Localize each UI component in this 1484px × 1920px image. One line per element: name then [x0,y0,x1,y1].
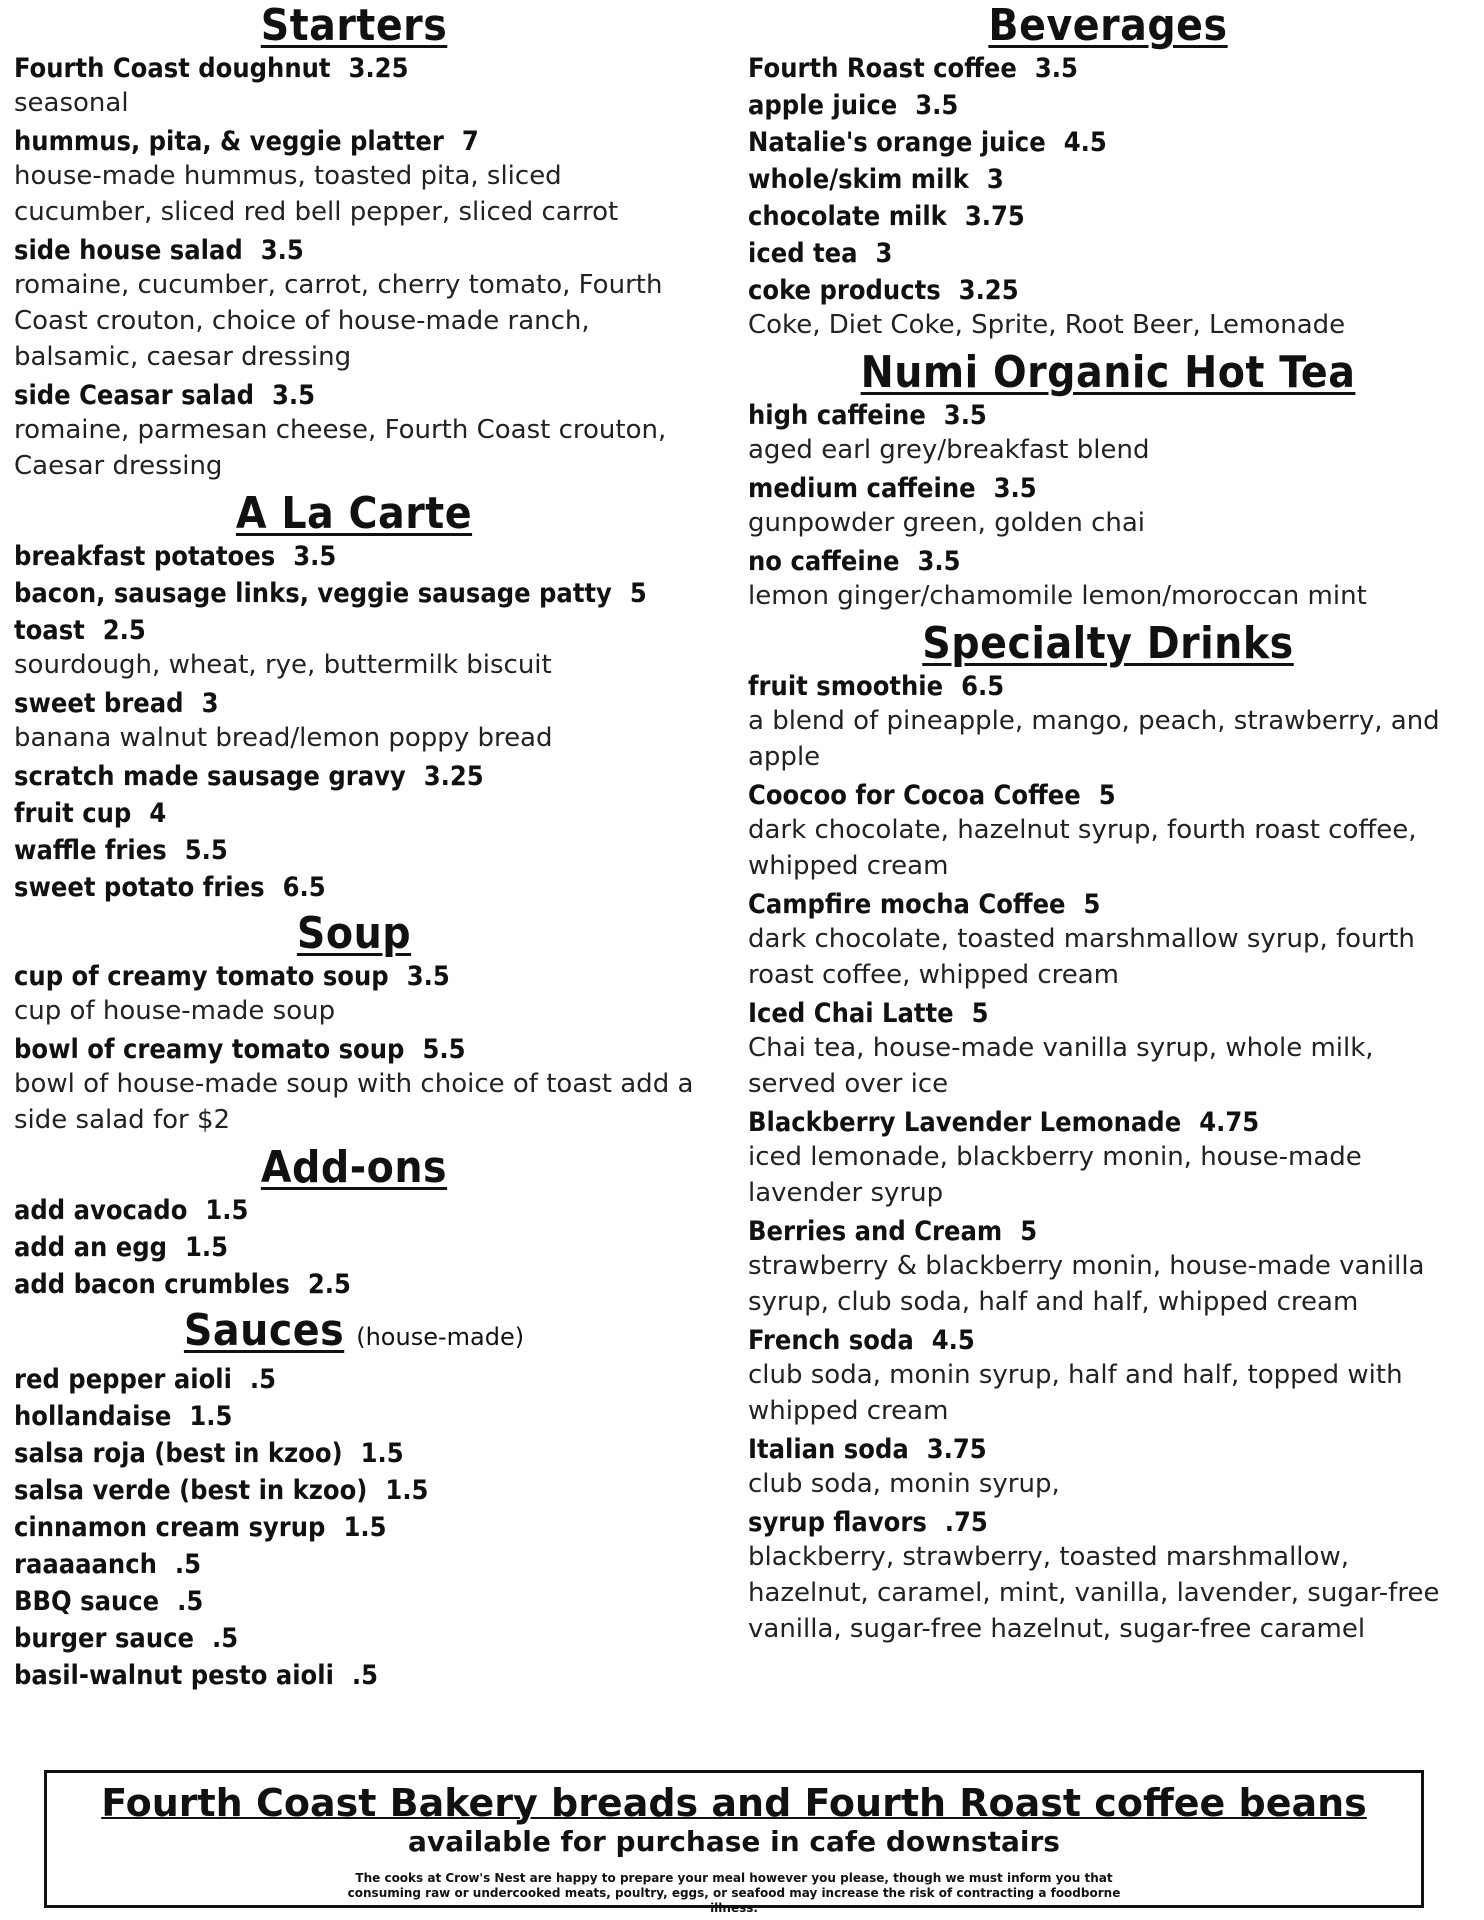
menu-item-price: 3.5 [260,235,304,266]
menu-item-price: 5 [629,578,647,609]
menu-item-name: bacon, sausage links, veggie sausage patty [14,578,612,609]
menu-item-price: 3.5 [943,400,987,431]
footer-box [44,1770,1424,1915]
section-title [14,1305,694,1363]
menu-item [748,1506,1468,1647]
section-title-text: Numi Organic Hot Tea [860,347,1356,398]
menu-item-header [748,1324,1468,1357]
left-column [14,0,694,1696]
menu-item-name: Fourth Coast doughnut [14,53,331,84]
menu-item-price: 6.5 [282,872,326,903]
menu-item-header [14,614,694,647]
menu-item [748,1106,1468,1211]
menu-item-price: 2.5 [307,1269,351,1300]
menu-item-header [748,89,1468,122]
menu-item-price: 4.75 [1199,1107,1260,1138]
menu-item [748,888,1468,993]
menu-item-price: 3 [986,164,1004,195]
section-sauces [14,1305,694,1692]
section-title [14,488,694,540]
section-specialty-drinks [748,618,1468,1647]
menu-item-name: high caffeine [748,400,926,431]
menu-item-name: coke products [748,275,941,306]
menu-item-header [14,1548,694,1581]
section-title-text: Starters [260,0,448,51]
menu-item-description: iced lemonade, blackberry monin, house-made lavender syrup [748,1142,1362,1208]
menu-item-price: .5 [174,1549,202,1580]
menu-item-name: Fourth Roast coffee [748,53,1017,84]
menu-item [748,779,1468,884]
menu-item-name: add avocado [14,1195,188,1226]
menu-item-price: 3.25 [348,53,409,84]
menu-item-description: a blend of pineapple, mango, peach, strawberry, and apple [748,706,1440,772]
menu-item-price: 4 [149,798,167,829]
menu-item-header [748,779,1468,812]
menu-item [748,1215,1468,1320]
menu-item-header [748,163,1468,196]
menu-item-description: strawberry & blackberry monin, house-made vanilla syrup, club soda, half and half, whipped cream [748,1251,1425,1317]
section-title [748,0,1468,52]
menu-item [14,1231,694,1264]
menu-item-header [14,1511,694,1544]
menu-item-price: 2.5 [102,615,146,646]
menu-item-name: Natalie's orange juice [748,127,1046,158]
menu-item-price: .5 [351,1660,379,1691]
section-add-ons [14,1142,694,1301]
menu-item-header [748,1506,1468,1539]
menu-item-description: blackberry, strawberry, toasted marshmallow, hazelnut, caramel, mint, vanilla, lavender, sugar-free vanilla, sugar-free hazelnut, sugar-free caramel [748,1542,1440,1644]
menu-item-price: 1.5 [360,1438,404,1469]
menu-item-description: aged earl grey/breakfast blend [748,435,1150,465]
menu-item-name: waffle fries [14,835,167,866]
menu-item-header [14,1437,694,1470]
menu-item [748,237,1468,270]
menu-item-price: 3.25 [423,761,484,792]
menu-item-name: red pepper aioli [14,1364,232,1395]
menu-item-name: iced tea [748,238,858,269]
menu-item-description: gunpowder green, golden chai [748,508,1146,538]
menu-item-name: Blackberry Lavender Lemonade [748,1107,1182,1138]
menu-item-header [748,670,1468,703]
menu-item-header [748,52,1468,85]
section-title-text: Soup [296,908,412,959]
menu-item-header [14,797,694,830]
menu-item [748,472,1468,541]
menu-item [14,234,694,375]
menu-item-name: Coocoo for Cocoa Coffee [748,780,1081,811]
footer-headline: Fourth Coast Bakery breads and Fourth Roast coffee beans [101,1781,1367,1825]
menu-item-name: Italian soda [748,1434,909,1465]
menu-item-price: 5 [1083,889,1101,920]
footer-subline: available for purchase in cafe downstairs [408,1825,1060,1858]
menu-item-price: 5 [1098,780,1116,811]
menu-item-name: apple juice [748,90,898,121]
menu-item-name: salsa verde (best in kzoo) [14,1475,368,1506]
menu-item-price: 5.5 [422,1034,466,1065]
section-note: (house-made) [356,1323,525,1351]
menu-item-price: .5 [249,1364,277,1395]
menu-item [748,274,1468,343]
menu-item-price: 7 [461,126,479,157]
menu-item-header [14,1622,694,1655]
menu-item [748,997,1468,1102]
section-title [14,0,694,52]
menu-item-header [748,1106,1468,1139]
menu-item-name: toast [14,615,85,646]
menu-item-header [14,1268,694,1301]
menu-item [14,379,694,484]
menu-item-name: syrup flavors [748,1507,927,1538]
menu-item [14,1659,694,1692]
menu-item [14,1400,694,1433]
menu-item [748,52,1468,85]
menu-item-description: sourdough, wheat, rye, buttermilk biscuit [14,650,552,680]
menu-item-header [14,1033,694,1066]
menu-item-header [14,125,694,158]
menu-item [748,399,1468,468]
menu-item-price: .5 [177,1586,204,1617]
menu-item-description: lemon ginger/chamomile lemon/moroccan mint [748,581,1367,611]
section-title-text: Add-ons [260,1142,448,1193]
menu-item [14,1268,694,1301]
menu-item [14,871,694,904]
menu-item-name: breakfast potatoes [14,541,276,572]
menu-item-price: .5 [212,1623,239,1654]
menu-item-header [14,960,694,993]
menu-item-price: 3.5 [993,473,1037,504]
section-title [748,618,1468,670]
menu-item [14,577,694,610]
menu-item-header [748,399,1468,432]
menu-item-price: 3 [875,238,893,269]
menu-item [14,960,694,1029]
menu-item-header [14,760,694,793]
menu-item-price: 4.5 [931,1325,975,1356]
menu-item-header [14,1474,694,1507]
menu-item-name: salsa roja (best in kzoo) [14,1438,343,1469]
menu-item-header [748,1433,1468,1466]
menu-item-description: romaine, cucumber, carrot, cherry tomato, Fourth Coast crouton, choice of house-made ranch, balsamic, caesar dressing [14,270,663,372]
menu-item [14,52,694,121]
menu-item-name: hollandaise [14,1401,172,1432]
menu-item-description: club soda, monin syrup, half and half, topped with whipped cream [748,1360,1403,1426]
menu-item-name: Iced Chai Latte [748,998,954,1029]
menu-item-header [748,545,1468,578]
menu-item-name: side Ceasar salad [14,380,255,411]
menu-item-price: 3.75 [926,1434,987,1465]
menu-item-name: medium caffeine [748,473,976,504]
menu-item-header [14,577,694,610]
right-column [748,0,1468,1651]
menu-item-price: 3.5 [915,90,959,121]
menu-item-header [748,274,1468,307]
menu-item [748,163,1468,196]
menu-item-price: .75 [944,1507,988,1538]
menu-item-header [748,237,1468,270]
section-starters [14,0,694,484]
menu-item [14,834,694,867]
menu-item [14,1511,694,1544]
menu-item-price: 5 [971,998,989,1029]
menu-item-name: sweet potato fries [14,872,265,903]
menu-item-header [14,1585,694,1618]
menu-item [14,1474,694,1507]
menu-item-description: romaine, parmesan cheese, Fourth Coast crouton, Caesar dressing [14,415,667,481]
menu-item-name: Berries and Cream [748,1216,1003,1247]
menu-item-description: Coke, Diet Coke, Sprite, Root Beer, Lemonade [748,310,1346,340]
menu-item [14,1585,694,1618]
menu-item [14,760,694,793]
menu-item [748,126,1468,159]
menu-item-name: fruit smoothie [748,671,944,702]
menu-item-name: burger sauce [14,1623,194,1654]
menu-item-header [748,1215,1468,1248]
section-title-text: Sauces [183,1305,345,1356]
menu-item-price: 6.5 [961,671,1005,702]
menu-item-name: fruit cup [14,798,132,829]
menu-item [748,670,1468,775]
menu-item-header [14,540,694,573]
footer-fine-print: The cooks at Crow's Nest are happy to prepare your meal however you please, though we must inform you that consuming raw or undercooked meats, poultry, eggs, or seafood may increase the risk of contracting a foodborne illness. [347,1871,1121,1915]
menu-item [748,200,1468,233]
menu-item-name: whole/skim milk [748,164,969,195]
menu-item-name: side house salad [14,235,243,266]
menu-item-header [14,834,694,867]
menu-item-description: dark chocolate, hazelnut syrup, fourth roast coffee, whipped cream [748,815,1417,881]
menu-item-header [748,997,1468,1030]
menu-item-header [748,472,1468,505]
menu-item [748,89,1468,122]
section-soup [14,908,694,1138]
menu-item [748,1433,1468,1502]
menu-item-price: 3 [201,688,219,719]
menu-item [14,797,694,830]
menu-item [14,1194,694,1227]
menu-item [14,1033,694,1138]
menu-item-name: add bacon crumbles [14,1269,290,1300]
menu-item-price: 1.5 [343,1512,387,1543]
menu-item-header [14,379,694,412]
menu-item-price: 1.5 [205,1195,249,1226]
menu-item-price: 1.5 [189,1401,233,1432]
menu-item [14,1548,694,1581]
menu-item-name: add an egg [14,1232,168,1263]
menu-item-price: 5 [1020,1216,1038,1247]
menu-item-name: chocolate milk [748,201,947,232]
menu-item-name: bowl of creamy tomato soup [14,1034,405,1065]
menu-item-name: hummus, pita, & veggie platter [14,126,444,157]
section-title [748,347,1468,399]
menu-item-price: 3.5 [917,546,961,577]
menu-item-name: basil-walnut pesto aioli [14,1660,334,1691]
menu-item-price: 3.5 [293,541,337,572]
menu-item-header [14,687,694,720]
menu-item-price: 3.75 [964,201,1025,232]
section-title [14,1142,694,1194]
menu-item-header [748,126,1468,159]
menu-item-description: club soda, monin syrup, [748,1469,1060,1499]
menu-item-description: bowl of house-made soup with choice of toast add a side salad for $2 [14,1069,694,1135]
menu-item [748,545,1468,614]
menu-item-name: cup of creamy tomato soup [14,961,389,992]
menu-item-name: sweet bread [14,688,184,719]
section-title-text: A La Carte [235,488,473,539]
menu-item [14,540,694,573]
menu-item-header [748,200,1468,233]
menu-item-price: 4.5 [1063,127,1107,158]
menu-item [14,1363,694,1396]
menu-item-name: Campfire mocha Coffee [748,889,1066,920]
menu-item-name: no caffeine [748,546,900,577]
menu-item-name: cinnamon cream syrup [14,1512,326,1543]
menu-item-description: seasonal [14,88,129,118]
menu-item [14,1622,694,1655]
menu-item-description: house-made hummus, toasted pita, sliced cucumber, sliced red bell pepper, sliced carrot [14,161,619,227]
menu-item-price: 3.5 [1034,53,1078,84]
section-title-text: Beverages [988,0,1228,51]
menu-item-description: Chai tea, house-made vanilla syrup, whole milk, served over ice [748,1033,1374,1099]
menu-item-header [14,1231,694,1264]
menu-item-name: raaaaanch [14,1549,157,1580]
menu-item-price: 1.5 [185,1232,229,1263]
menu-item [14,125,694,230]
menu-item-name: French soda [748,1325,914,1356]
menu-item-header [14,234,694,267]
menu-item-price: 3.25 [958,275,1019,306]
menu-item-name: BBQ sauce [14,1586,160,1617]
menu-item-price: 3.5 [272,380,316,411]
menu-item-price: 3.5 [406,961,450,992]
menu-item [14,687,694,756]
menu-item-header [14,1659,694,1692]
menu-item-price: 1.5 [385,1475,429,1506]
section-beverages [748,0,1468,343]
menu-item-header [14,1194,694,1227]
menu-item-header [14,52,694,85]
menu-item [14,1437,694,1470]
menu-item-name: scratch made sausage gravy [14,761,406,792]
section-title-text: Specialty Drinks [922,618,1294,669]
menu-item [748,1324,1468,1429]
menu-item-description: banana walnut bread/lemon poppy bread [14,723,553,753]
menu-item-header [14,1400,694,1433]
menu-item-header [14,871,694,904]
menu-item-header [14,1363,694,1396]
menu-item-description: cup of house-made soup [14,996,336,1026]
section-title [14,908,694,960]
menu-item-description: dark chocolate, toasted marshmallow syrup, fourth roast coffee, whipped cream [748,924,1415,990]
menu-item-header [748,888,1468,921]
menu-item [14,614,694,683]
section-a-la-carte [14,488,694,904]
menu-item-price: 5.5 [184,835,228,866]
section-numi-organic-hot-tea [748,347,1468,614]
